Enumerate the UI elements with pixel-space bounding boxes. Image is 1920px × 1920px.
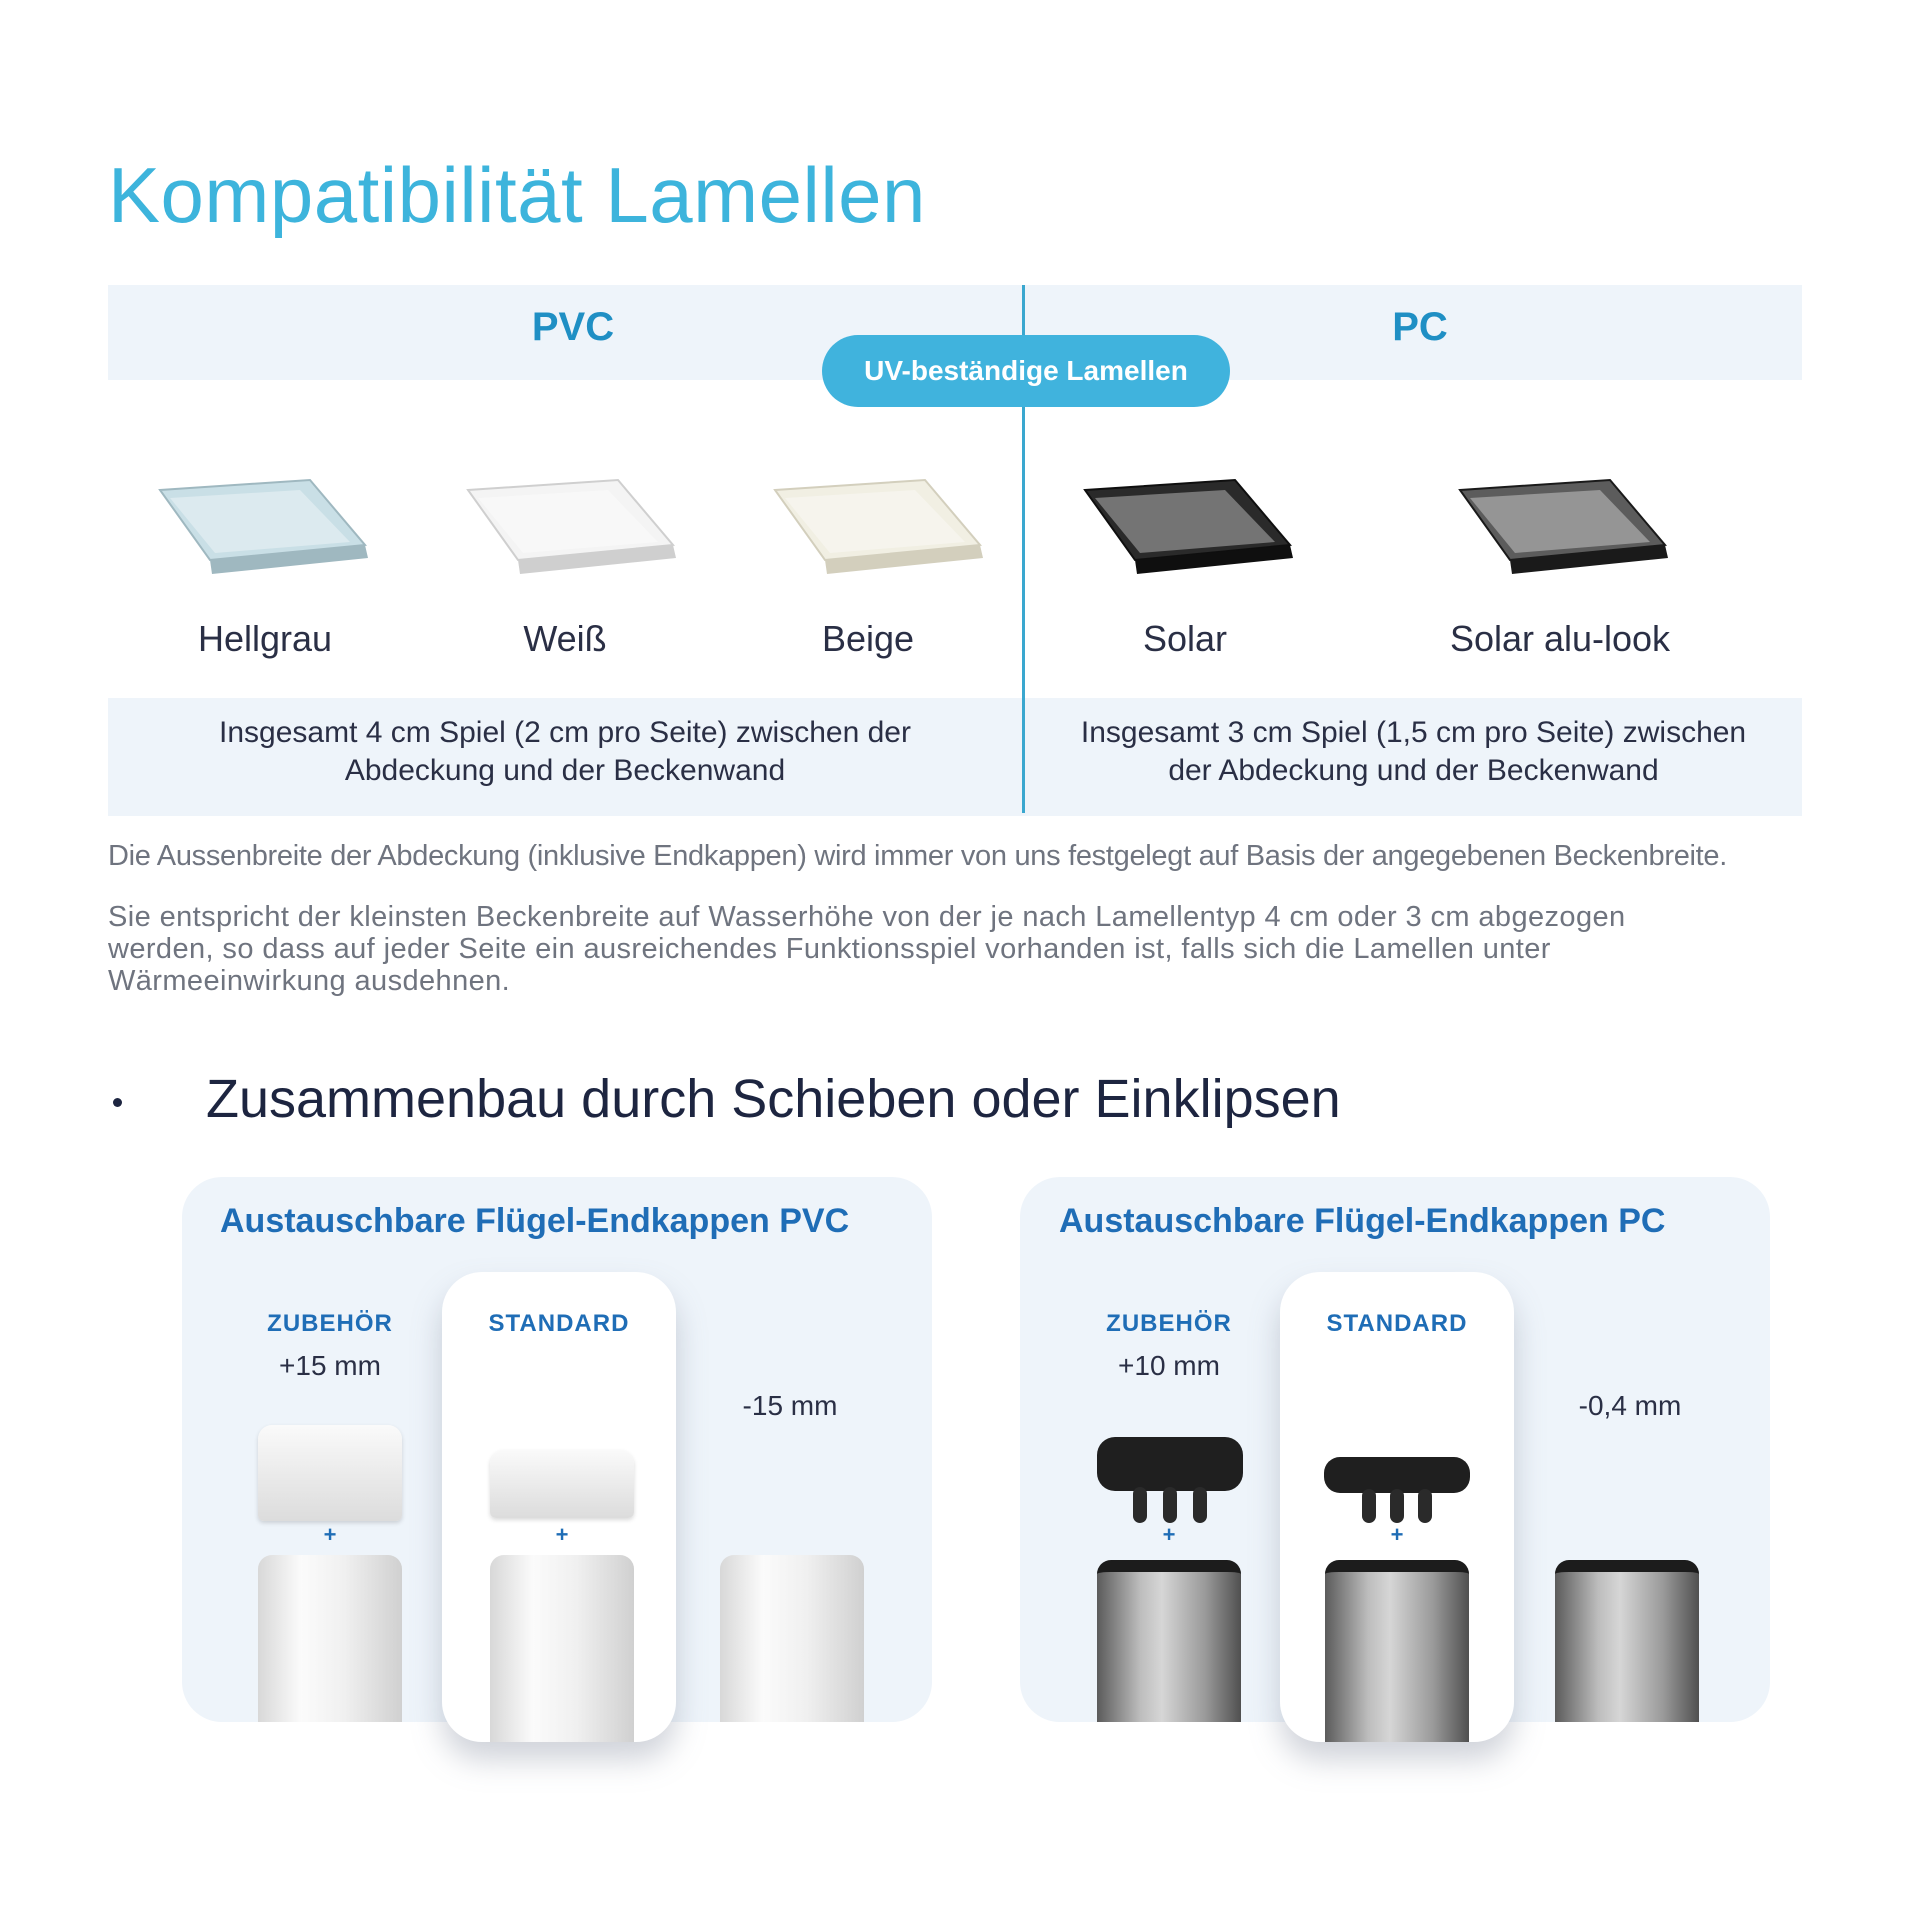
paragraph-line: Wärmeeinwirkung ausdehnen.: [108, 965, 511, 997]
pc-slat-tube: [1097, 1560, 1241, 1722]
slat-image-hellgrau: [150, 450, 380, 600]
pvc-minus-mm: -15 mm: [742, 1390, 838, 1421]
pvc-slat-tube: [490, 1555, 634, 1742]
slat-image-solar: [1075, 450, 1305, 600]
pvc-standard-tag: STANDARD: [488, 1310, 630, 1337]
pvc-plus-icon: +: [555, 1522, 569, 1547]
page-title: Kompatibilität Lamellen: [108, 151, 926, 239]
pvc-accessory-tag: ZUBEHÖR: [267, 1310, 393, 1337]
pc-panel-title: Austauschbare Flügel-Endkappen PC: [1059, 1202, 1666, 1240]
pc-note-line: der Abdeckung und der Beckenwand: [1168, 754, 1659, 787]
slat-label-beige: Beige: [821, 618, 915, 659]
section-heading: Zusammenbau durch Schieben oder Einklipsen: [206, 1069, 1341, 1129]
pvc-note: [108, 714, 1022, 790]
pvc-panel-title: Austauschbare Flügel-Endkappen PVC: [220, 1202, 850, 1240]
pvc-plus-icon: +: [323, 1522, 337, 1547]
pc-accessory-mm: +10 mm: [1118, 1350, 1220, 1381]
pc-slat-tube: [1325, 1560, 1469, 1742]
pc-plus-icon: +: [1162, 1522, 1176, 1547]
pvc-endcap-standard: [490, 1450, 634, 1518]
paragraph-outer-width: Die Aussenbreite der Abdeckung (inklusive Endkappen) wird immer von uns festgelegt auf Basis der angegebenen Beckenbreite.: [108, 840, 1728, 872]
pvc-slat-tube: [720, 1555, 864, 1722]
pc-slat-tube: [1555, 1560, 1699, 1722]
pc-plus-icon: +: [1390, 1522, 1404, 1547]
paragraph-line: werden, so dass auf jeder Seite ein ausreichendes Funktionsspiel vorhanden ist, falls sich die Lamellen unter: [108, 933, 1551, 965]
slat-image-weiss: [458, 450, 688, 600]
slat-label-weiss: Weiß: [523, 618, 607, 659]
paragraph-line: Sie entspricht der kleinsten Beckenbreite auf Wasserhöhe von der je nach Lamellentyp 4 cm oder 3 cm abgezogen: [108, 901, 1626, 933]
pvc-note-line: Abdeckung und der Beckenwand: [344, 754, 786, 787]
pc-note: [1025, 714, 1802, 790]
pvc-endcap-accessory: [258, 1425, 402, 1521]
pc-note-line: Insgesamt 3 cm Spiel (1,5 cm pro Seite) zwischen: [1080, 716, 1747, 749]
pc-endcap-accessory: [1095, 1435, 1245, 1527]
pc-accessory-tag: ZUBEHÖR: [1106, 1310, 1232, 1337]
pvc-note-line: Insgesamt 4 cm Spiel (2 cm pro Seite) zwischen der: [219, 716, 911, 749]
slat-label-solar-alu-look: Solar alu-look: [1449, 618, 1671, 659]
uv-badge: UV-beständige Lamellen: [822, 335, 1230, 407]
pvc-slat-tube: [258, 1555, 402, 1722]
paragraph-explanation: [108, 901, 1898, 997]
pvc-accessory-mm: +15 mm: [279, 1350, 381, 1381]
slat-label-hellgrau: Hellgrau: [197, 618, 333, 659]
slat-label-solar: Solar: [1142, 618, 1228, 659]
slat-image-solar-alu-look: [1450, 450, 1680, 600]
pc-endcap-standard: [1322, 1455, 1472, 1527]
pc-heading: PC: [1392, 305, 1448, 349]
pvc-heading: PVC: [531, 305, 615, 349]
slat-image-beige: [765, 450, 995, 600]
pc-minus-mm: -0,4 mm: [1578, 1390, 1682, 1421]
bullet-icon: [113, 1098, 122, 1107]
pc-standard-tag: STANDARD: [1326, 1310, 1468, 1337]
